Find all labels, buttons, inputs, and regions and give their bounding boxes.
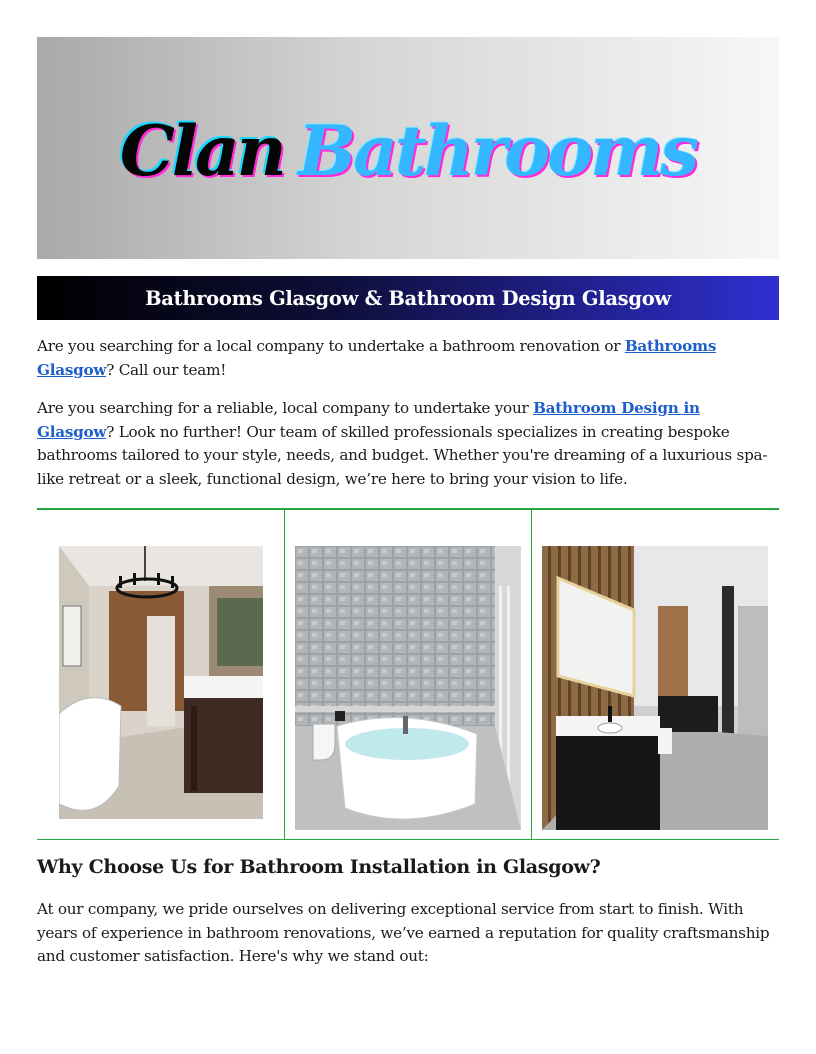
design-text: Are you searching for a reliable, local company to undertake your <box>37 399 534 417</box>
gallery-divider <box>531 510 532 839</box>
intro-paragraph <box>37 335 779 382</box>
logo-word-clan: Clan <box>119 110 284 192</box>
bathroom-photo-chandelier <box>59 546 263 819</box>
bathroom-photo-mosaic-bath <box>295 546 521 830</box>
intro-text: Are you searching for a local company to undertake a bathroom renovation or <box>37 337 625 355</box>
logo-word-bathrooms: Bathrooms <box>297 110 697 192</box>
bathroom-photo-wood-vanity <box>542 546 768 830</box>
gallery-divider <box>284 510 285 839</box>
clan-bathrooms-logo <box>120 111 696 192</box>
page-title: Bathrooms Glasgow & Bathroom Design Glasgow <box>145 286 671 310</box>
title-banner <box>37 276 779 320</box>
intro-text-end: ? Call our team! <box>106 360 227 379</box>
why-choose-us-heading: Why Choose Us for Bathroom Installation in Glasgow? <box>37 856 601 878</box>
bathrooms-glasgow-link[interactable]: Bathrooms Glasgow <box>37 337 717 379</box>
hero-logo-banner <box>37 37 779 259</box>
design-paragraph <box>37 397 779 491</box>
why-choose-us-paragraph: At our company, we pride ourselves on delivering exceptional service from start to finish. With years of experience in bathroom renovations, we’ve earned a reputation for quality craftsmanship and customer satisfaction. Here's why we stand out: <box>37 900 770 965</box>
design-text-end: ? Look no further! Our team of skilled professionals specializes in creating bespoke bathrooms tailored to your style, needs, and budget. Whether you're dreaming of a luxurious spa-like retreat or a sleek, functional design, we’re here to bring your vision to life. <box>37 422 768 488</box>
photo-gallery <box>37 508 779 840</box>
bathroom-design-glasgow-link[interactable]: Bathroom Design in Glasgow <box>37 399 700 441</box>
